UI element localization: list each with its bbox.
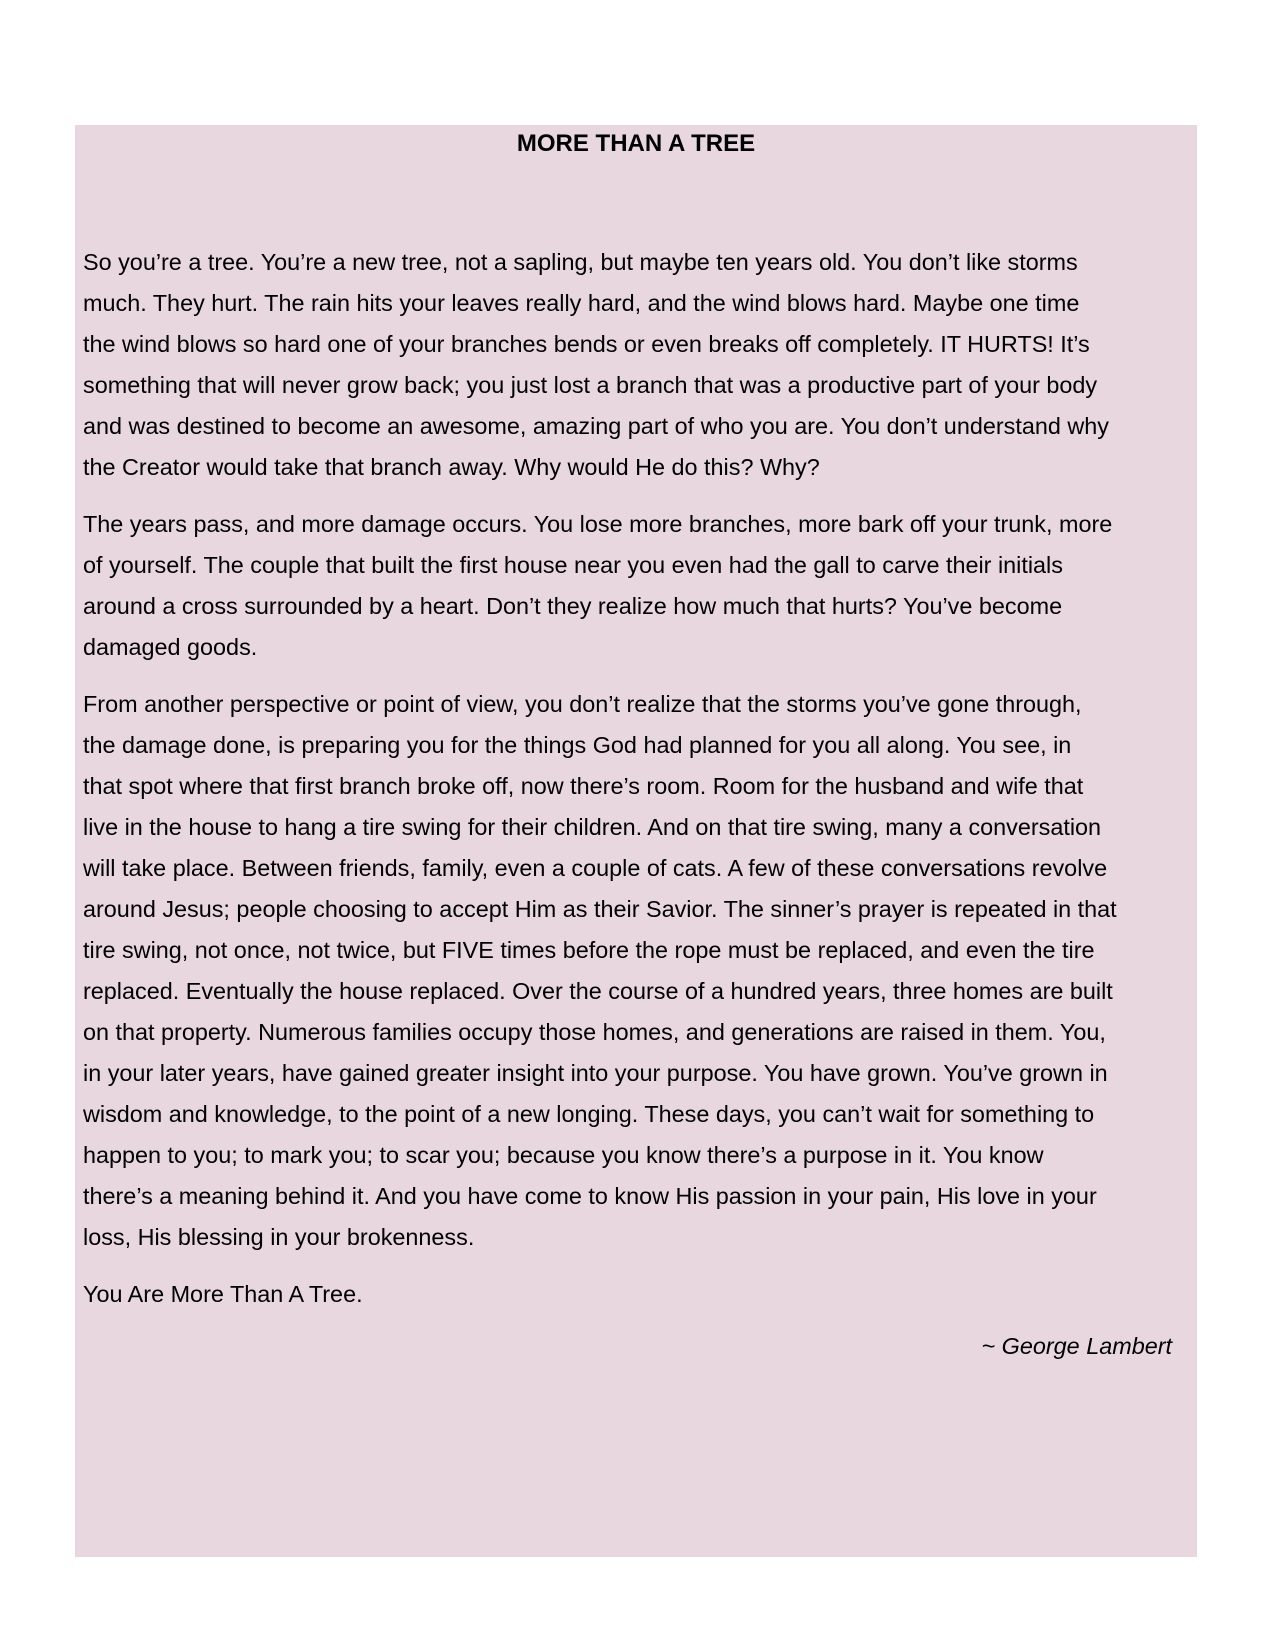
text-line: From another perspective or point of view, you don’t realize that the storms you’ve gone through, xyxy=(83,691,1082,717)
author-signature: ~ George Lambert xyxy=(981,1333,1172,1359)
text-line: wisdom and knowledge, to the point of a new longing. These days, you can’t wait for something to xyxy=(83,1101,1095,1127)
paragraph-4 xyxy=(83,1274,1195,1315)
document-panel xyxy=(75,125,1197,1557)
text-line: the Creator would take that branch away. Why would He do this? Why? xyxy=(83,454,820,480)
text-line: there’s a meaning behind it. And you have come to know His passion in your pain, His love in your xyxy=(83,1183,1097,1209)
document-title: MORE THAN A TREE xyxy=(516,130,756,157)
text-line: that spot where that first branch broke off, now there’s room. Room for the husband and wife that xyxy=(83,773,1084,799)
paragraph-3 xyxy=(83,684,1195,1258)
text-line: and was destined to become an awesome, amazing part of who you are. You don’t understand why xyxy=(83,413,1109,439)
paragraph-1 xyxy=(83,242,1195,488)
text-line: loss, His blessing in your brokenness. xyxy=(83,1224,475,1250)
text-line: replaced. Eventually the house replaced. Over the course of a hundred years, three homes are built xyxy=(83,978,1113,1004)
text-line: So you’re a tree. You’re a new tree, not a sapling, but maybe ten years old. You don’t like storms xyxy=(83,249,1078,275)
text-line: of yourself. The couple that built the first house near you even had the gall to carve their initials xyxy=(83,552,1063,578)
text-line: The years pass, and more damage occurs. You lose more branches, more bark off your trunk, more xyxy=(83,511,1113,537)
text-line: live in the house to hang a tire swing for their children. And on that tire swing, many a conversation xyxy=(83,814,1102,840)
text-line: tire swing, not once, not twice, but FIVE times before the rope must be replaced, and even the tire xyxy=(83,937,1095,963)
text-line: in your later years, have gained greater insight into your purpose. You have grown. You’ve grown in xyxy=(83,1060,1108,1086)
text-line: You Are More Than A Tree. xyxy=(83,1281,363,1307)
text-line: on that property. Numerous families occupy those homes, and generations are raised in them. You, xyxy=(83,1019,1106,1045)
text-line: damaged goods. xyxy=(83,634,258,660)
text-line: the wind blows so hard one of your branches bends or even breaks off completely. IT HURTS! It’s xyxy=(83,331,1090,357)
text-line: around Jesus; people choosing to accept Him as their Savior. The sinner’s prayer is repeated in that xyxy=(83,896,1117,922)
document-body xyxy=(83,242,1195,1331)
text-line: much. They hurt. The rain hits your leaves really hard, and the wind blows hard. Maybe one time xyxy=(83,290,1080,316)
paragraph-2 xyxy=(83,504,1195,668)
text-line: happen to you; to mark you; to scar you; because you know there’s a purpose in it. You know xyxy=(83,1142,1044,1168)
text-line: will take place. Between friends, family, even a couple of cats. A few of these conversations revolve xyxy=(83,855,1108,881)
text-line: the damage done, is preparing you for the things God had planned for you all along. You see, in xyxy=(83,732,1072,758)
text-line: something that will never grow back; you just lost a branch that was a productive part of your body xyxy=(83,372,1098,398)
text-line: around a cross surrounded by a heart. Don’t they realize how much that hurts? You’ve become xyxy=(83,593,1063,619)
